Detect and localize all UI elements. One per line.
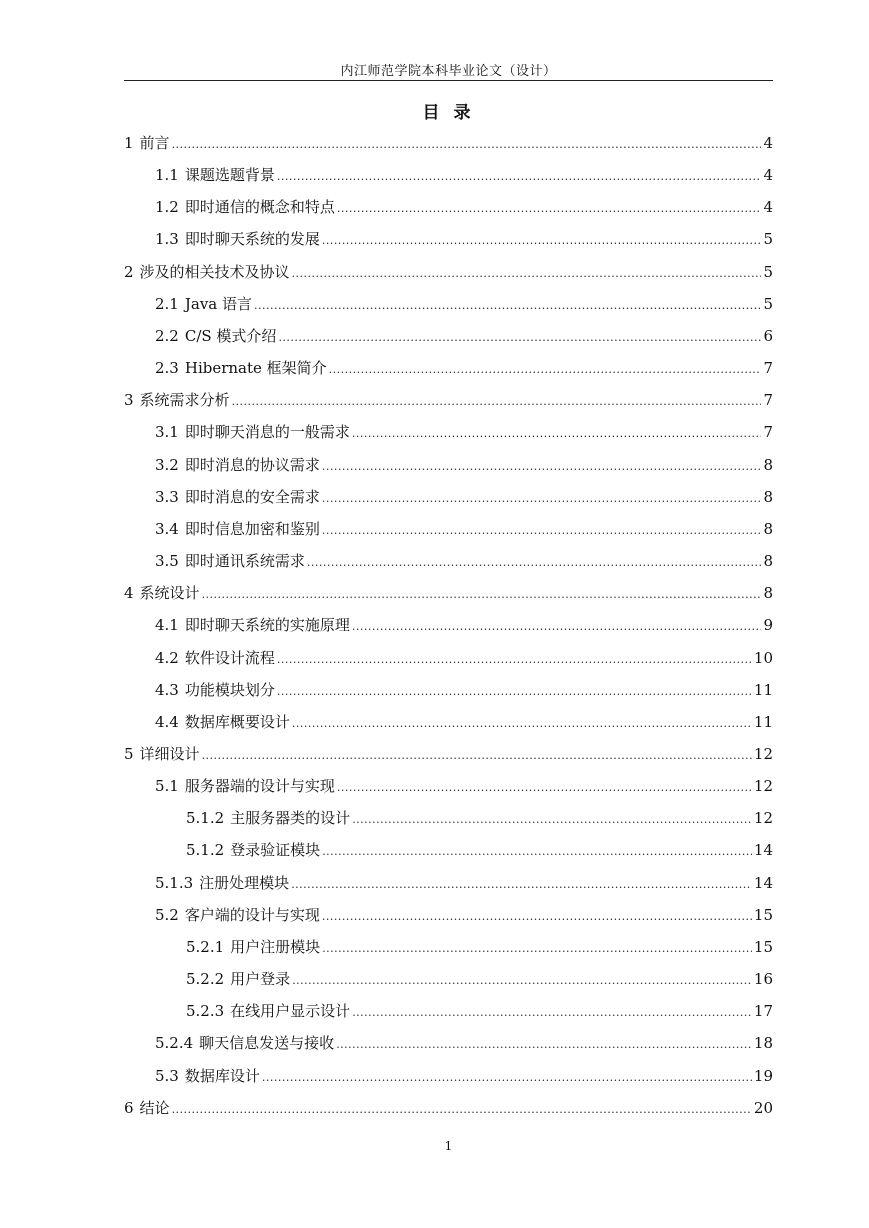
header-divider (124, 80, 773, 81)
toc-entry-number: 5.3 (155, 1066, 179, 1085)
toc-entry[interactable] (124, 642, 773, 674)
toc-title: 目 录 (422, 103, 475, 123)
toc-entry[interactable] (124, 481, 773, 513)
toc-entry-number: 3.5 (155, 552, 179, 571)
toc-entry-page: 8 (763, 584, 773, 603)
toc-entry[interactable] (124, 674, 773, 706)
toc-entry-page: 14 (753, 873, 773, 892)
toc-entry-number: 4.1 (155, 616, 179, 635)
toc-entry-page: 15 (753, 905, 773, 924)
toc-entry-title: Java 语言 (184, 294, 253, 313)
toc-entry-number: 4.4 (155, 712, 179, 731)
toc-dot-leader (277, 161, 762, 193)
toc-entry-page: 11 (753, 712, 773, 731)
toc-entry[interactable] (124, 995, 773, 1027)
toc-entry-page: 15 (753, 937, 773, 956)
toc-entry-page: 19 (753, 1066, 773, 1085)
toc-dot-leader (202, 740, 752, 772)
toc-entry-number: 5.2.1 (186, 937, 225, 956)
toc-entry-number: 3.4 (155, 519, 179, 538)
toc-entry-title: 即时聊天消息的一般需求 (184, 423, 350, 442)
toc-entry[interactable] (124, 1027, 773, 1059)
toc-entry-page: 20 (753, 1098, 773, 1117)
toc-entry[interactable] (124, 545, 773, 577)
toc-entry-page: 8 (763, 455, 773, 474)
toc-entry-number: 5.2.3 (186, 1002, 225, 1021)
toc-entry-number: 1.3 (155, 230, 179, 249)
toc-entry-title: 主服务器类的设计 (230, 809, 351, 828)
toc-entry-page: 8 (763, 487, 773, 506)
toc-entry[interactable] (124, 449, 773, 481)
toc-entry-number: 5.1 (155, 777, 179, 796)
toc-entry[interactable] (124, 963, 773, 995)
toc-entry-page: 7 (763, 423, 773, 442)
toc-entry-title: 服务器端的设计与实现 (184, 777, 335, 796)
toc-entry[interactable] (124, 770, 773, 802)
toc-entry[interactable] (124, 127, 773, 159)
toc-entry[interactable] (124, 288, 773, 320)
toc-entry-title: 数据库设计 (184, 1066, 260, 1085)
toc-entry-page: 8 (763, 519, 773, 538)
toc-entry-number: 5.1.2 (186, 841, 225, 860)
toc-entry-page: 12 (753, 744, 773, 763)
toc-entry-number: 4.3 (155, 680, 179, 699)
toc-entry[interactable] (124, 416, 773, 448)
toc-dot-leader (329, 354, 762, 386)
toc-dot-leader (322, 901, 752, 933)
toc-dot-leader (292, 708, 752, 740)
toc-entry-number: 5 (124, 744, 134, 763)
toc-dot-leader (322, 515, 762, 547)
toc-entry[interactable] (124, 256, 773, 288)
toc-entry-number: 2 (124, 262, 134, 281)
toc-entry-title: 用户注册模块 (230, 937, 321, 956)
toc-dot-leader (322, 225, 762, 257)
toc-dot-leader (232, 386, 762, 418)
toc-entry[interactable] (124, 223, 773, 255)
toc-entry[interactable] (124, 834, 773, 866)
toc-entry-number: 3.2 (155, 455, 179, 474)
toc-entry-page: 9 (763, 616, 773, 635)
toc-entry-number: 4.2 (155, 648, 179, 667)
table-of-contents (124, 127, 773, 1124)
toc-entry-title: 即时消息的安全需求 (184, 487, 320, 506)
toc-entry-page: 5 (763, 294, 773, 313)
toc-entry-title: 即时通信的概念和特点 (184, 198, 335, 217)
toc-entry-title: 功能模块划分 (184, 680, 275, 699)
toc-dot-leader (336, 1029, 752, 1061)
toc-entry-page: 8 (763, 552, 773, 571)
toc-entry-title: 系统需求分析 (139, 391, 230, 410)
toc-dot-leader (292, 258, 762, 290)
toc-entry[interactable] (124, 931, 773, 963)
toc-entry[interactable] (124, 1060, 773, 1092)
toc-entry-page: 4 (763, 198, 773, 217)
toc-entry-number: 3 (124, 391, 134, 410)
toc-entry-title: 即时聊天系统的发展 (184, 230, 320, 249)
toc-entry[interactable] (124, 513, 773, 545)
toc-entry-number: 1.2 (155, 198, 179, 217)
toc-entry-page: 16 (753, 970, 773, 989)
toc-entry[interactable] (124, 802, 773, 834)
toc-dot-leader (322, 451, 762, 483)
toc-entry-title: 即时通讯系统需求 (184, 552, 305, 571)
toc-entry-title: 涉及的相关技术及协议 (139, 262, 290, 281)
toc-entry-page: 11 (753, 680, 773, 699)
toc-dot-leader (337, 193, 762, 225)
toc-entry-title: 在线用户显示设计 (230, 1002, 351, 1021)
toc-entry[interactable] (124, 320, 773, 352)
toc-entry[interactable] (124, 159, 773, 191)
toc-entry-title: 详细设计 (139, 744, 200, 763)
toc-dot-leader (337, 772, 752, 804)
toc-entry-title: 即时消息的协议需求 (184, 455, 320, 474)
toc-dot-leader (277, 676, 752, 708)
toc-entry[interactable] (124, 738, 773, 770)
toc-dot-leader (352, 804, 752, 836)
toc-entry-title: 登录验证模块 (230, 841, 321, 860)
toc-entry-page: 14 (753, 841, 773, 860)
toc-entry-number: 5.1.3 (155, 873, 194, 892)
toc-entry-title: Hibernate 框架简介 (184, 359, 327, 378)
toc-entry[interactable] (124, 577, 773, 609)
toc-entry[interactable] (124, 609, 773, 641)
toc-entry-page: 7 (763, 391, 773, 410)
toc-dot-leader (172, 1094, 752, 1126)
toc-entry-title: 前言 (139, 134, 170, 152)
toc-entry-number: 4 (124, 584, 134, 603)
toc-entry[interactable] (124, 191, 773, 223)
toc-entry-title: 即时聊天系统的实施原理 (184, 616, 350, 635)
toc-entry-page: 5 (763, 262, 773, 281)
toc-entry-title: 用户登录 (230, 970, 291, 989)
toc-dot-leader (352, 611, 762, 643)
toc-entry-title: 系统设计 (139, 584, 200, 603)
toc-entry-title: 软件设计流程 (184, 648, 275, 667)
toc-entry-title: 聊天信息发送与接收 (199, 1034, 335, 1053)
toc-entry-title: 结论 (139, 1098, 170, 1117)
toc-dot-leader (254, 290, 761, 322)
toc-entry-number: 5.2.2 (186, 970, 225, 989)
toc-dot-leader (172, 129, 762, 161)
toc-dot-leader (278, 322, 761, 354)
toc-entry[interactable] (124, 899, 773, 931)
toc-entry-number: 3.1 (155, 423, 179, 442)
toc-entry-title: 注册处理模块 (199, 873, 290, 892)
toc-entry-number: 2.3 (155, 359, 179, 378)
toc-dot-leader (277, 644, 752, 676)
toc-entry-title: 客户端的设计与实现 (184, 905, 320, 924)
toc-dot-leader (352, 418, 762, 450)
toc-entry-number: 1.1 (155, 166, 179, 185)
toc-entry-page: 6 (763, 326, 773, 345)
toc-dot-leader (307, 547, 762, 579)
toc-entry[interactable] (124, 384, 773, 416)
toc-dot-leader (322, 836, 752, 868)
toc-entry-number: 5.2.4 (155, 1034, 194, 1053)
toc-dot-leader (202, 579, 762, 611)
toc-dot-leader (291, 869, 752, 901)
toc-dot-leader (322, 933, 752, 965)
toc-entry-page: 12 (753, 809, 773, 828)
toc-entry[interactable] (124, 867, 773, 899)
toc-entry-number: 3.3 (155, 487, 179, 506)
toc-entry-page: 7 (763, 359, 773, 378)
page-number: 1 (444, 1139, 453, 1153)
toc-entry-page: 4 (763, 134, 773, 152)
toc-entry-page: 17 (753, 1002, 773, 1021)
toc-entry-number: 5.2 (155, 905, 179, 924)
toc-entry-title: 课题选题背景 (184, 166, 275, 185)
toc-entry-page: 10 (753, 648, 773, 667)
toc-entry-number: 1 (124, 134, 134, 152)
toc-entry-number: 2.2 (155, 326, 179, 345)
toc-entry-number: 2.1 (155, 294, 179, 313)
toc-entry-page: 12 (753, 777, 773, 796)
running-header: 内江师范学院本科毕业论文（设计） (340, 64, 557, 79)
toc-dot-leader (292, 965, 752, 997)
toc-dot-leader (352, 997, 752, 1029)
toc-entry[interactable] (124, 1092, 773, 1124)
toc-entry-page: 4 (763, 166, 773, 185)
toc-entry[interactable] (124, 706, 773, 738)
toc-entry[interactable] (124, 352, 773, 384)
toc-entry-title: C/S 模式介绍 (184, 326, 277, 345)
toc-entry-title: 数据库概要设计 (184, 712, 290, 731)
toc-entry-number: 6 (124, 1098, 134, 1117)
toc-entry-title: 即时信息加密和鉴别 (184, 519, 320, 538)
toc-entry-page: 5 (763, 230, 773, 249)
toc-entry-page: 18 (753, 1034, 773, 1053)
toc-dot-leader (322, 483, 762, 515)
toc-dot-leader (262, 1062, 752, 1094)
toc-entry-number: 5.1.2 (186, 809, 225, 828)
